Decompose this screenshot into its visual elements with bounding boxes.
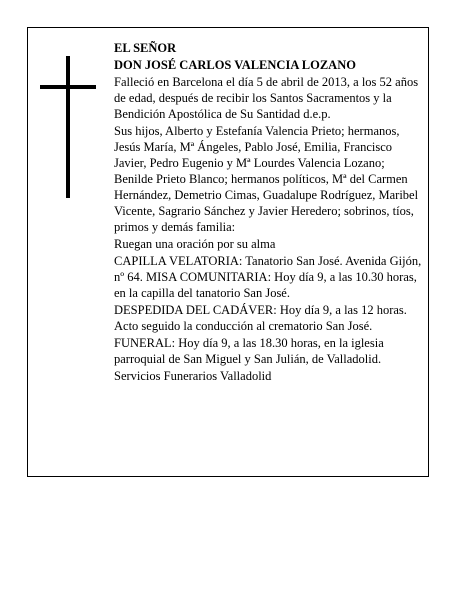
funeral-info: FUNERAL: Hoy día 9, a las 18.30 horas, en la iglesia parroquial de San Miguel y San Julián, de Valladolid. [114, 336, 384, 366]
family-list: Sus hijos, Alberto y Estefanía Valencia Prieto; hermanos, Jesús María, Mª Ángeles, Pablo José, Emilia, Francisco Javier, Pedro Eugenio y Mª Lourdes Valencia Lozano; Benilde Prieto Blanco; hermanos políticos, Mª del Carmen Hernández, Demetrio Cimas, Guadalupe Rodríguez, Maribel Vicente, Sagrario Sánchez y Javier Heredero; sobrinos, tíos, primos y demás familia: [114, 124, 419, 234]
prayer-request: Ruegan una oración por su alma [114, 237, 276, 251]
farewell-info: DESPEDIDA DEL CADÁVER: Hoy día 9, a las 12 horas. Acto seguido la conducción al crematorio San José. [114, 303, 407, 333]
chapel-info: CAPILLA VELATORIA: Tanatorio San José. Avenida Gijón, nº 64. MISA COMUNITARIA: Hoy día 9, a las 10.30 horas, en la capilla del tanatorio San José. [114, 254, 422, 300]
notice-body [114, 40, 422, 385]
obituary-notice [27, 27, 429, 477]
funeral-services: Servicios Funerarios Valladolid [114, 369, 272, 383]
cross-icon [28, 28, 108, 228]
death-announcement: Falleció en Barcelona el día 5 de abril de 2013, a los 52 años de edad, después de recibir los Santos Sacramentos y la Bendición Apostólica de Su Santidad d.e.p. [114, 75, 419, 121]
cross-vertical-bar [66, 56, 70, 198]
notice-title: EL SEÑOR [114, 41, 177, 55]
cross-horizontal-bar [40, 85, 96, 89]
deceased-name: DON JOSÉ CARLOS VALENCIA LOZANO [114, 58, 356, 72]
